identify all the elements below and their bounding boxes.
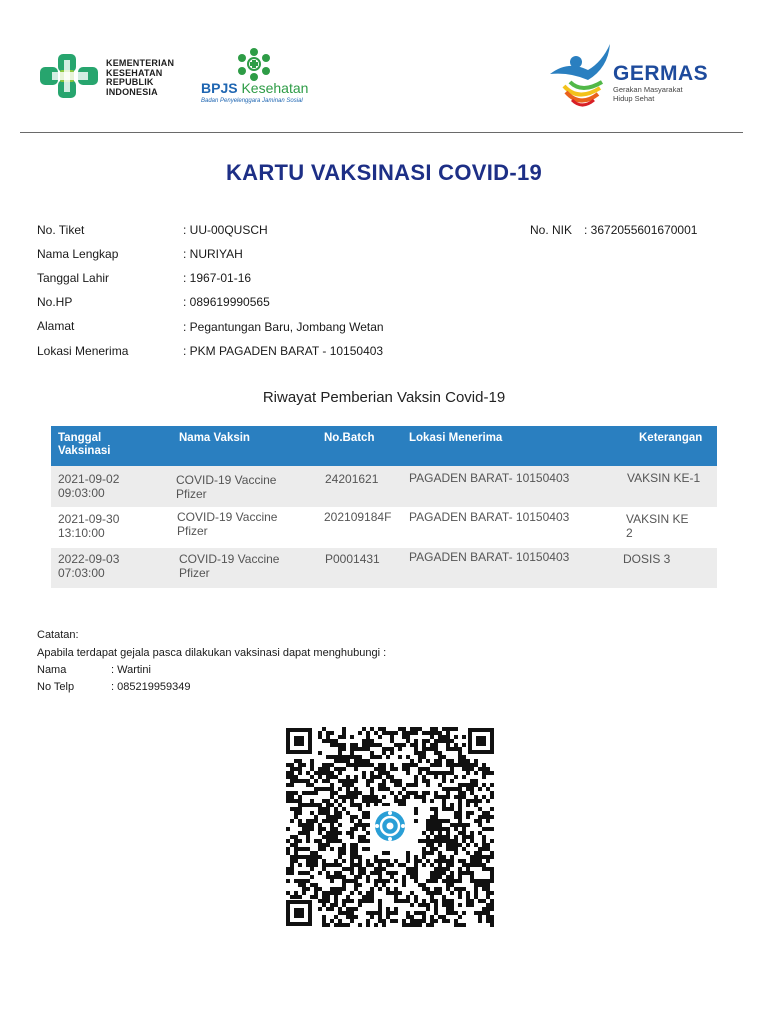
address-label: Alamat: [37, 319, 75, 333]
pedulilindungi-logo-icon: [375, 811, 405, 841]
header-date: [58, 432, 110, 458]
kemenkes-logo-icon: [38, 52, 102, 100]
page-title: KARTU VAKSINASI COVID-19: [225, 160, 543, 185]
bpjs-name: BPJS: [201, 80, 238, 96]
history-title: Riwayat Pemberian Vaksin Covid-19: [262, 389, 506, 406]
bpjs-wordmark: [201, 80, 308, 96]
row-vaccine-line: Pfizer: [177, 523, 208, 538]
row-note: [627, 472, 700, 486]
row-batch: 24201621: [325, 472, 379, 486]
bpjs-name-kesehatan: Kesehatan: [241, 80, 309, 96]
address-value: : Pegantungan Baru, Jombang Wetan: [183, 320, 384, 334]
location-value: : PKM PAGADEN BARAT - 10150403: [183, 344, 384, 358]
row-vaccine: [177, 511, 277, 538]
table-row: [51, 466, 717, 507]
row-date-line: 2021-09-02: [58, 472, 120, 486]
row-date: [58, 473, 119, 500]
row-vaccine: [179, 553, 279, 580]
row-location: PAGADEN BARAT- 10150403: [409, 471, 570, 485]
kemenkes-wordmark: [106, 59, 196, 97]
kemenkes-line: KEMENTERIAN: [106, 58, 175, 68]
row-vaccine-line: COVID-19 Vaccine: [179, 552, 280, 566]
row-vaccine-line: Pfizer: [176, 486, 207, 501]
contact-phone-label: No Telp: [37, 681, 75, 693]
germas-logo-icon: [548, 42, 614, 110]
bpjs-logo-icon: [236, 47, 272, 81]
row-vaccine-line: COVID-19 Vaccine: [176, 473, 277, 487]
row-note-line: VAKSIN KE-1: [627, 471, 701, 485]
row-time-line: 13:10:00: [58, 525, 105, 540]
phone-label: No.HP: [37, 295, 73, 309]
germas-tagline-line: Hidup Sehat: [613, 93, 655, 103]
row-batch: P0001431: [325, 552, 380, 566]
row-vaccine-line: COVID-19 Vaccine: [177, 510, 278, 524]
header-divider: [20, 132, 743, 133]
row-location: PAGADEN BARAT- 10150403: [409, 510, 570, 524]
table-header: [51, 426, 717, 466]
header-batch: No.Batch: [324, 432, 375, 444]
row-vaccine-line: Pfizer: [179, 565, 210, 580]
notes-heading: Catatan:: [37, 629, 79, 641]
name-label: Nama Lengkap: [37, 247, 119, 261]
contact-phone-value: : 085219959349: [111, 681, 191, 693]
row-date: [58, 513, 119, 540]
row-batch: 202109184F: [324, 510, 392, 524]
table-row: [51, 507, 717, 548]
contact-name-label: Nama: [37, 664, 67, 676]
qr-code: [284, 726, 496, 928]
row-date: [58, 553, 119, 580]
row-vaccine: [176, 474, 276, 501]
row-date-line: 2022-09-03: [58, 552, 120, 566]
table-row: [51, 548, 717, 588]
row-note-line: DOSIS 3: [623, 552, 671, 566]
header-date-line: Tanggal: [58, 432, 102, 444]
notes-line: Apabila terdapat gejala pasca dilakukan vaksinasi dapat menghubungi :: [37, 647, 387, 659]
nik-label: No. NIK: [530, 223, 573, 237]
row-note-line: VAKSIN KE: [626, 512, 689, 526]
phone-value: : 089619990565: [183, 295, 270, 309]
kemenkes-line: KESEHATAN: [106, 67, 163, 78]
header-vaccine: Nama Vaksin: [179, 432, 250, 444]
germas-tagline: [613, 86, 683, 103]
ticket-label: No. Tiket: [37, 223, 85, 237]
row-time-line: 09:03:00: [58, 485, 105, 500]
row-note: [626, 513, 688, 540]
bpjs-tagline: Badan Penyelenggara Jaminan Sosial: [201, 98, 303, 104]
germas-wordmark: GERMAS: [613, 62, 709, 85]
location-label: Lokasi Menerima: [37, 344, 129, 358]
nik-value: : 3672055601670001: [584, 223, 698, 237]
row-location: PAGADEN BARAT- 10150403: [409, 550, 570, 564]
kemenkes-line: REPUBLIK: [106, 77, 154, 87]
name-value: : NURIYAH: [183, 247, 243, 261]
kemenkes-line: INDONESIA: [106, 86, 158, 97]
row-time-line: 07:03:00: [58, 565, 105, 580]
row-note-line: 2: [626, 525, 633, 540]
contact-name-value: : Wartini: [111, 664, 151, 676]
germas-tagline-line: Gerakan Masyarakat: [613, 85, 683, 94]
row-date-line: 2021-09-30: [58, 512, 120, 526]
row-note: [623, 553, 670, 567]
dob-label: Tanggal Lahir: [37, 271, 110, 285]
header-location: Lokasi Menerima: [409, 432, 503, 444]
ticket-value: : UU-00QUSCH: [183, 223, 268, 237]
dob-value: : 1967-01-16: [183, 271, 252, 285]
header-date-line: Vaksinasi: [58, 445, 111, 457]
qr-code-graphic: [284, 726, 496, 928]
header-note: Keterangan: [639, 432, 703, 444]
